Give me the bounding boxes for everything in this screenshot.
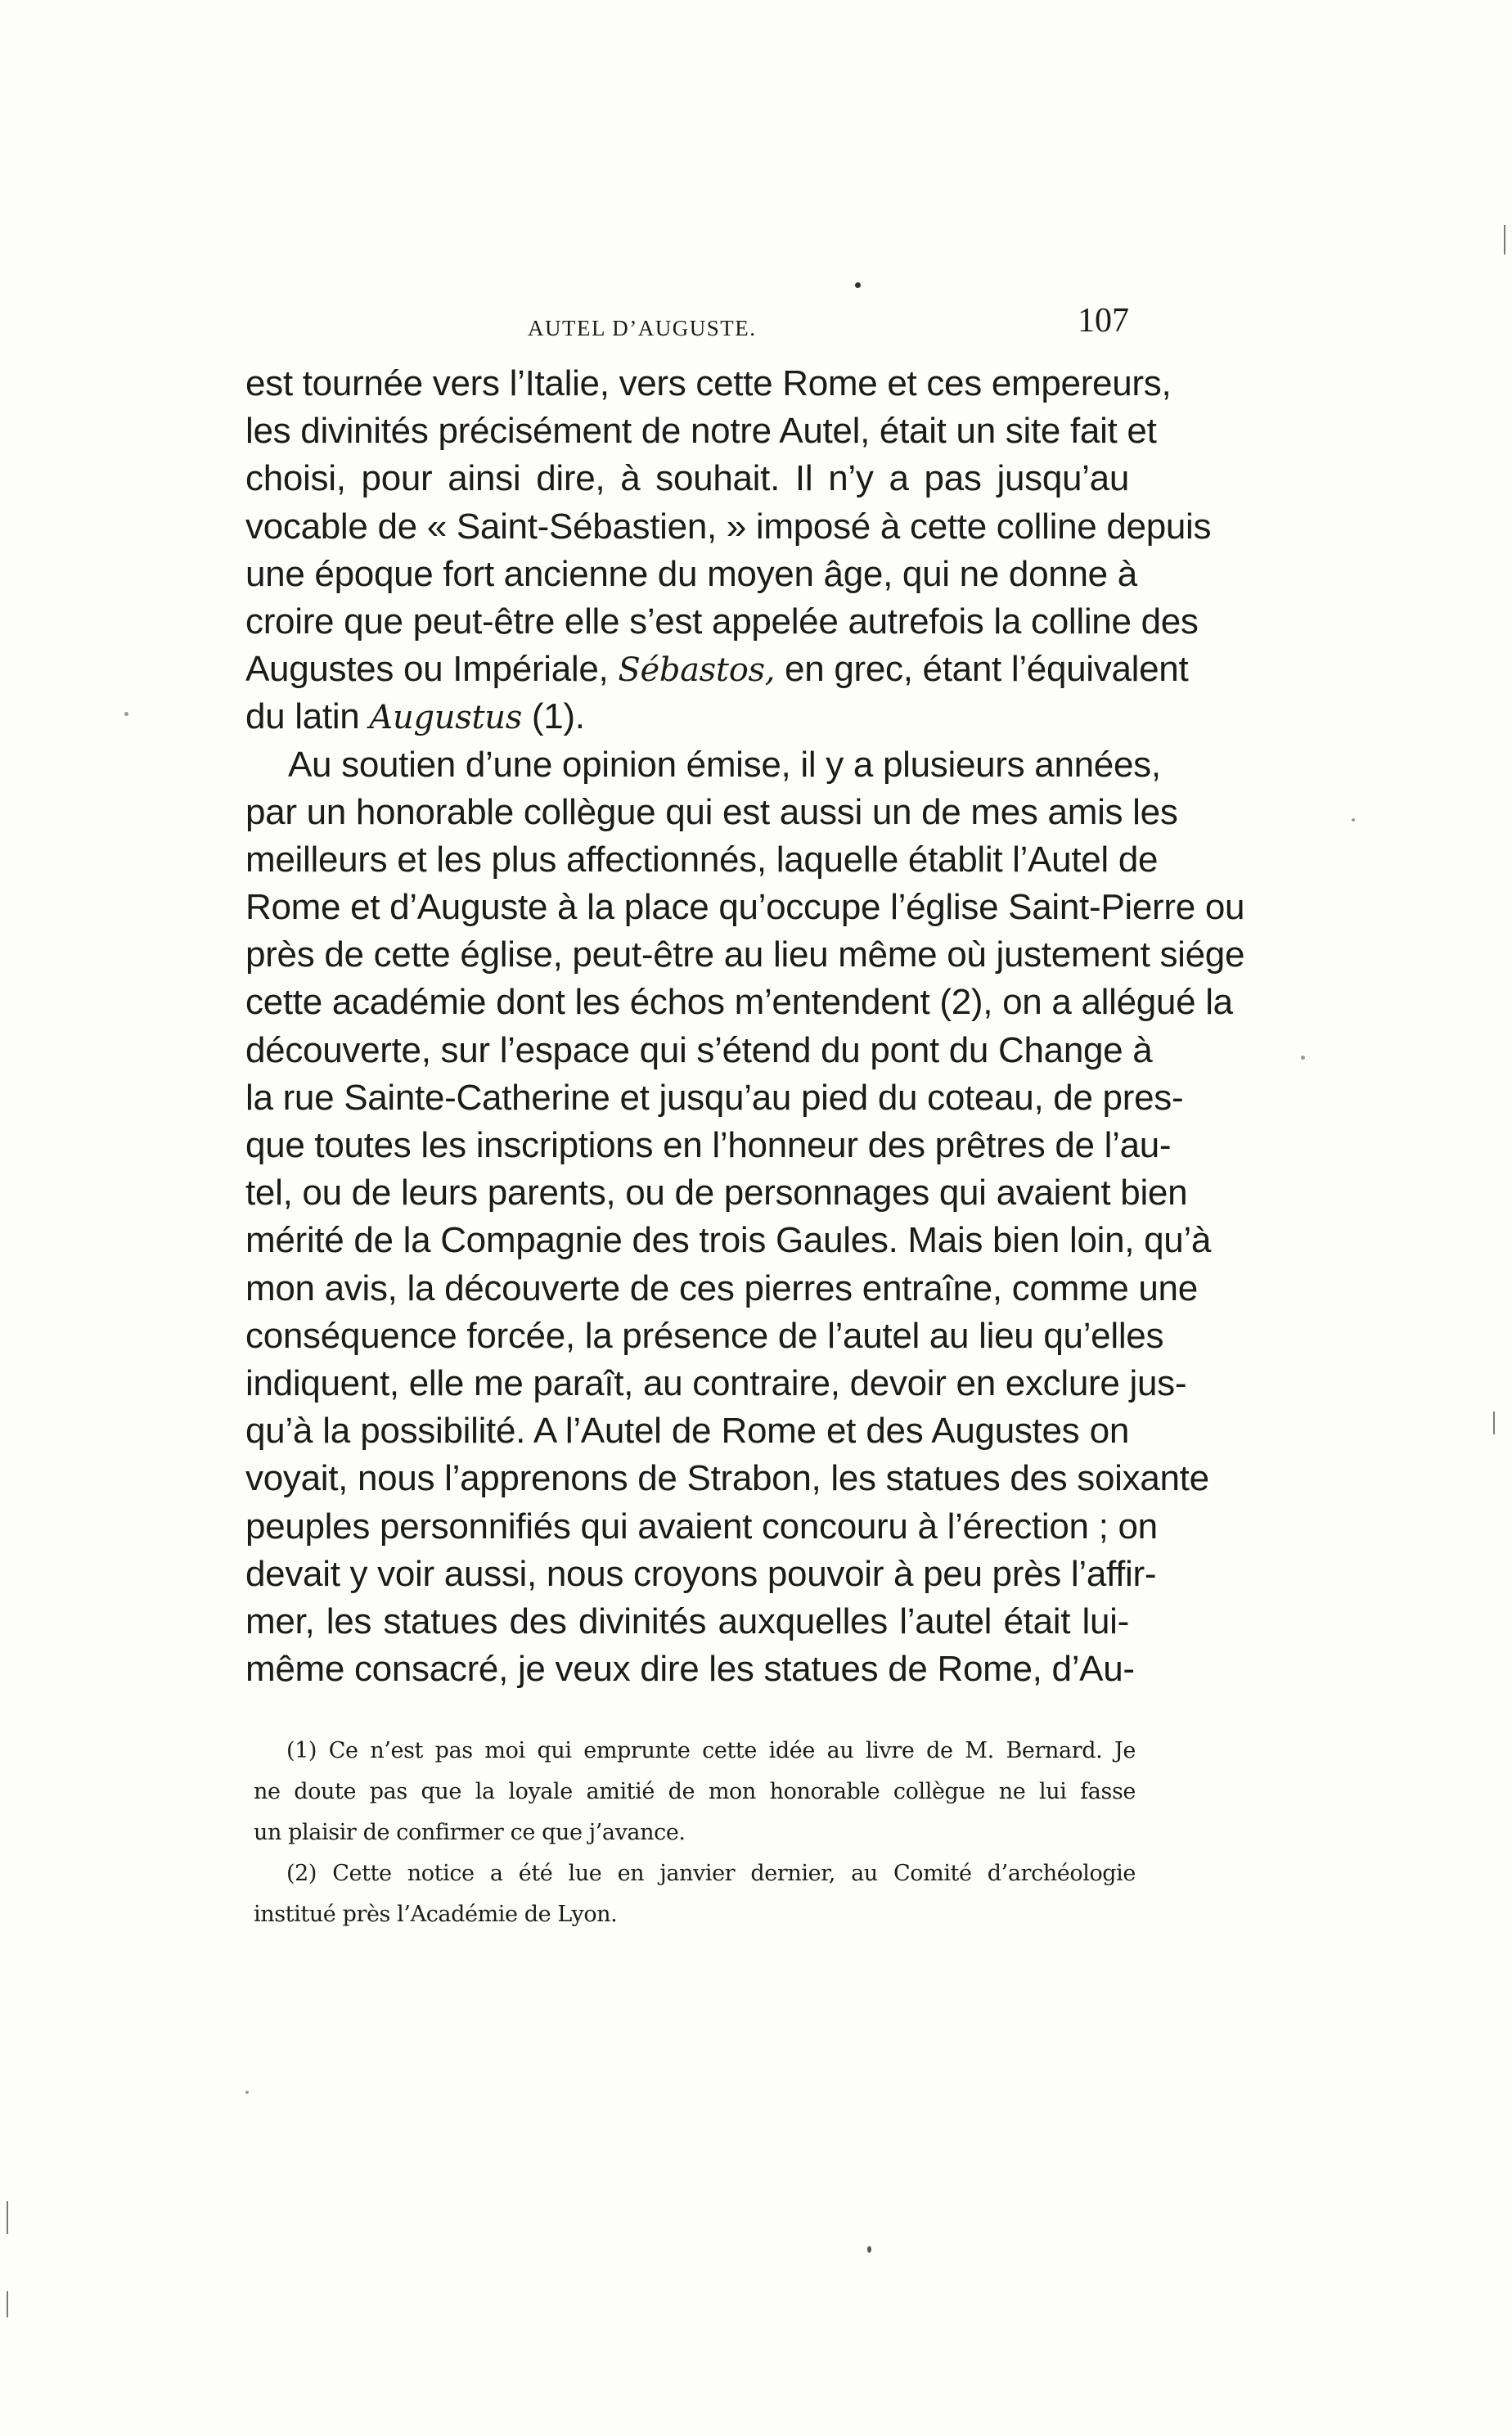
italic-word: Augustus <box>369 699 522 737</box>
body-line: voyait, nous l’apprenons de Strabon, les statues des soixante <box>245 1458 1209 1499</box>
italic-word: Sébastos, <box>618 651 776 690</box>
footnote-1 <box>254 1731 1136 1853</box>
scan-edge-mark <box>1493 1412 1495 1434</box>
body-line: mer, les statues des divinités auxquelles l’autel était lui- <box>245 1601 1129 1641</box>
body-line: Au soutien d’une opinion émise, il y a plusieurs années, <box>288 744 1161 785</box>
body-line: cette académie dont les échos m’entendent (2), on a allégué la <box>245 982 1233 1023</box>
body-line: indiquent, elle me paraît, au contraire, devoir en exclure jus- <box>245 1362 1187 1403</box>
body-line: une époque fort ancienne du moyen âge, qui ne donne à <box>245 553 1137 594</box>
footnote-line: un plaisir de confirmer ce que j’avance. <box>254 1820 686 1845</box>
scan-edge-mark <box>1504 225 1505 254</box>
body-line: meilleurs et les plus affectionnés, laquelle établit l’Autel de <box>245 839 1159 880</box>
scan-speck <box>855 282 861 288</box>
body-line: Rome et d’Auguste à la place qu’occupe l’église Saint-Pierre ou <box>245 887 1245 928</box>
footnotes <box>254 1731 1136 1935</box>
page-number: 107 <box>1078 302 1129 340</box>
body-line: choisi, pour ainsi dire, à souhait. Il n’y a pas jusqu’au <box>245 458 1129 499</box>
footnote-2 <box>254 1853 1136 1935</box>
body-line: est tournée vers l’Italie, vers cette Rome et ces empereurs, <box>245 363 1172 403</box>
body-line: conséquence forcée, la présence de l’autel au lieu qu’elles <box>245 1315 1164 1356</box>
body-line: que toutes les inscriptions en l’honneur des prêtres de l’au- <box>245 1125 1172 1165</box>
running-title: AUTEL D’AUGUSTE. <box>528 316 757 340</box>
body-line: par un honorable collègue qui est aussi un de mes amis les <box>245 791 1178 832</box>
body-line: les divinités précisément de notre Autel, était un site fait et <box>245 411 1157 452</box>
scan-speck <box>867 2246 871 2253</box>
footnote-line: ne doute pas que la loyale amitié de mon honorable collègue ne lui fasse <box>254 1779 1136 1804</box>
scan-edge-mark <box>7 2201 8 2234</box>
body-line: qu’à la possibilité. A l’Autel de Rome et des Augustes on <box>245 1411 1129 1452</box>
scan-speck <box>1352 818 1355 822</box>
body-line-with-italic: du latin Augustus (1). <box>245 696 585 737</box>
body-line: même consacré, je veux dire les statues de Rome, d’Au- <box>245 1649 1135 1690</box>
body-line: mérité de la Compagnie des trois Gaules. Mais bien loin, qu’à <box>245 1220 1212 1261</box>
body-line: peuples personnifiés qui avaient concouru à l’érection ; on <box>245 1506 1158 1547</box>
footnote-line: institué près l’Académie de Lyon. <box>254 1902 618 1927</box>
body-text <box>245 360 1245 1693</box>
scan-edge-mark <box>7 2291 8 2317</box>
footnote-line: (2) Cette notice a été lue en janvier dernier, au Comité d’archéologie <box>286 1861 1136 1886</box>
body-line: près de cette église, peut-être au lieu même où justement siége <box>245 934 1245 975</box>
body-line: la rue Sainte-Catherine et jusqu’au pied du coteau, de pres- <box>245 1077 1184 1118</box>
running-head <box>245 301 1129 350</box>
body-line: vocable de « Saint-Sébastien, » imposé à cette colline depuis <box>245 506 1212 547</box>
body-line: croire que peut-être elle s’est appelée autrefois la colline des <box>245 601 1199 642</box>
body-line-with-italic: Augustes ou Impériale, Sébastos, en grec, étant l’équivalent <box>245 649 1189 690</box>
scan-speck <box>124 712 128 716</box>
body-line: mon avis, la découverte de ces pierres entraîne, comme une <box>245 1268 1198 1308</box>
body-line: découverte, sur l’espace qui s’étend du pont du Change à <box>245 1029 1153 1070</box>
body-line: tel, ou de leurs parents, ou de personnages qui avaient bien <box>245 1173 1188 1213</box>
footnote-line: (1) Ce n’est pas moi qui emprunte cette idée au livre de M. Bernard. Je <box>286 1738 1136 1763</box>
body-line: devait y voir aussi, nous croyons pouvoir à peu près l’affir- <box>245 1553 1157 1594</box>
scan-speck <box>1301 1056 1305 1060</box>
scan-speck <box>245 2091 249 2094</box>
